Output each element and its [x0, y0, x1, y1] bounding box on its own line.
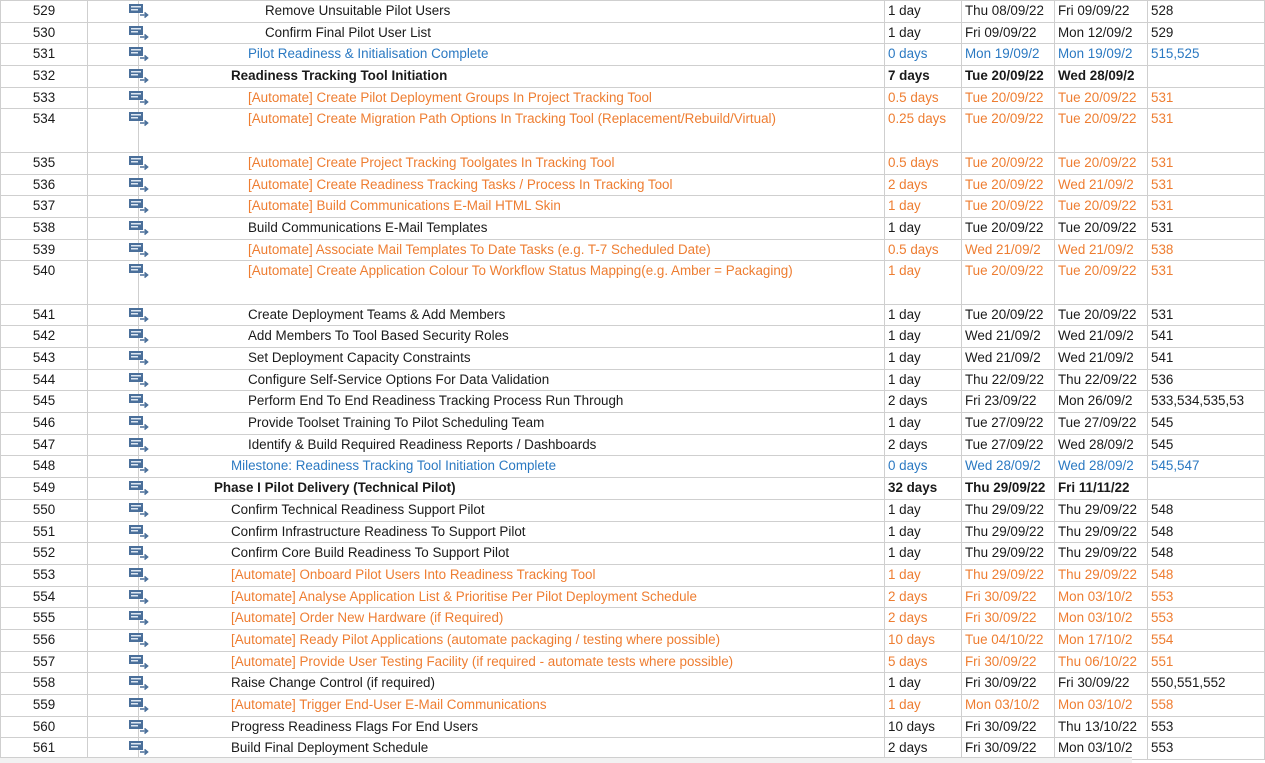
indicator-cell [88, 716, 139, 738]
start-date-cell[interactable]: Thu 29/09/22 [962, 543, 1055, 565]
table-row[interactable] [1, 586, 1265, 608]
task-name-cell[interactable]: [Automate] Provide User Testing Facility (if required - automate tests where possible) [139, 651, 885, 673]
task-name-cell[interactable]: Raise Change Control (if required) [139, 673, 885, 695]
start-date-cell[interactable]: Fri 30/09/22 [962, 608, 1055, 630]
indicator-cell [88, 456, 139, 478]
start-date-cell[interactable]: Tue 20/09/22 [962, 109, 1055, 152]
task-note-arrow-icon [129, 698, 151, 712]
task-name-cell[interactable]: [Automate] Associate Mail Templates To Date Tasks (e.g. T-7 Scheduled Date) [139, 239, 885, 261]
finish-date-cell[interactable]: Thu 06/10/22 [1055, 651, 1148, 673]
predecessors-cell[interactable]: 541 [1148, 348, 1265, 370]
duration-cell[interactable]: 0 days [885, 44, 962, 66]
finish-date-cell[interactable]: Tue 20/09/22 [1055, 261, 1148, 304]
duration-cell[interactable]: 0.5 days [885, 239, 962, 261]
indicator-cell [88, 586, 139, 608]
predecessors-cell[interactable]: 545 [1148, 413, 1265, 435]
duration-cell[interactable]: 1 day [885, 217, 962, 239]
task-note-arrow-icon [129, 243, 151, 257]
finish-date-cell[interactable]: Thu 29/09/22 [1055, 564, 1148, 586]
duration-cell[interactable]: 1 day [885, 196, 962, 218]
task-name-cell[interactable]: Create Deployment Teams & Add Members [139, 304, 885, 326]
finish-date-cell[interactable]: Mon 03/10/2 [1055, 738, 1148, 760]
duration-cell[interactable]: 1 day [885, 543, 962, 565]
table-row[interactable] [1, 629, 1265, 651]
table-row[interactable] [1, 456, 1265, 478]
duration-cell[interactable]: 2 days [885, 586, 962, 608]
finish-date-cell[interactable]: Tue 20/09/22 [1055, 152, 1148, 174]
task-name-cell[interactable]: [Automate] Create Pilot Deployment Groups In Project Tracking Tool [139, 87, 885, 109]
task-name-cell[interactable]: Milestone: Readiness Tracking Tool Initiation Complete [139, 456, 885, 478]
task-id-cell[interactable]: 530 [1, 22, 88, 44]
task-id-cell[interactable]: 544 [1, 369, 88, 391]
task-id-cell[interactable]: 533 [1, 87, 88, 109]
start-date-cell[interactable]: Fri 30/09/22 [962, 738, 1055, 760]
task-note-arrow-icon [129, 156, 151, 170]
task-note-arrow-icon [129, 178, 151, 192]
indicator-cell [88, 369, 139, 391]
task-note-arrow-icon [129, 221, 151, 235]
task-note-arrow-icon [129, 308, 151, 322]
task-id-cell[interactable]: 552 [1, 543, 88, 565]
task-note-arrow-icon [129, 568, 151, 582]
predecessors-cell[interactable] [1148, 478, 1265, 500]
table-row[interactable] [1, 44, 1265, 66]
finish-date-cell[interactable]: Fri 30/09/22 [1055, 673, 1148, 695]
task-name-cell[interactable]: [Automate] Analyse Application List & Prioritise Per Pilot Deployment Schedule [139, 586, 885, 608]
predecessors-cell[interactable]: 531 [1148, 87, 1265, 109]
indicator-cell [88, 261, 139, 304]
task-id-cell[interactable]: 554 [1, 586, 88, 608]
table-row[interactable] [1, 391, 1265, 413]
predecessors-cell[interactable]: 531 [1148, 304, 1265, 326]
table-row[interactable] [1, 22, 1265, 44]
task-name-cell[interactable]: Confirm Infrastructure Readiness To Support Pilot [139, 521, 885, 543]
task-id-cell[interactable]: 536 [1, 174, 88, 196]
task-id-cell[interactable]: 561 [1, 738, 88, 760]
task-id-cell[interactable]: 551 [1, 521, 88, 543]
table-row[interactable] [1, 543, 1265, 565]
predecessors-cell[interactable]: 545,547 [1148, 456, 1265, 478]
start-date-cell[interactable]: Tue 20/09/22 [962, 66, 1055, 88]
predecessors-cell[interactable]: 554 [1148, 629, 1265, 651]
finish-date-cell[interactable]: Wed 21/09/2 [1055, 174, 1148, 196]
task-name-cell[interactable]: [Automate] Trigger End-User E-Mail Communications [139, 695, 885, 717]
indicator-cell [88, 629, 139, 651]
duration-cell[interactable]: 5 days [885, 651, 962, 673]
task-id-cell[interactable]: 558 [1, 673, 88, 695]
predecessors-cell[interactable]: 533,534,535,53 [1148, 391, 1265, 413]
table-row[interactable] [1, 152, 1265, 174]
task-id-cell[interactable]: 531 [1, 44, 88, 66]
indicator-cell [88, 608, 139, 630]
predecessors-cell[interactable]: 558 [1148, 695, 1265, 717]
task-id-cell[interactable]: 556 [1, 629, 88, 651]
duration-cell[interactable]: 1 day [885, 304, 962, 326]
indicator-cell [88, 217, 139, 239]
table-row[interactable] [1, 87, 1265, 109]
start-date-cell[interactable]: Wed 21/09/2 [962, 348, 1055, 370]
task-name-cell[interactable]: Build Communications E-Mail Templates [139, 217, 885, 239]
duration-cell[interactable]: 2 days [885, 738, 962, 760]
task-id-cell[interactable]: 542 [1, 326, 88, 348]
start-date-cell[interactable]: Wed 28/09/2 [962, 456, 1055, 478]
next-row-edge [0, 757, 1132, 763]
finish-date-cell[interactable]: Wed 21/09/2 [1055, 348, 1148, 370]
indicator-cell [88, 564, 139, 586]
finish-date-cell[interactable]: Thu 29/09/22 [1055, 543, 1148, 565]
task-note-arrow-icon [129, 481, 151, 495]
indicator-cell [88, 152, 139, 174]
start-date-cell[interactable]: Fri 30/09/22 [962, 651, 1055, 673]
table-row[interactable] [1, 1, 1265, 23]
task-note-arrow-icon [129, 199, 151, 213]
duration-cell[interactable]: 0.25 days [885, 109, 962, 152]
finish-date-cell[interactable]: Thu 29/09/22 [1055, 499, 1148, 521]
task-note-arrow-icon [129, 351, 151, 365]
task-note-arrow-icon [129, 47, 151, 61]
table-row[interactable] [1, 478, 1265, 500]
indicator-cell [88, 87, 139, 109]
indicator-cell [88, 326, 139, 348]
duration-cell[interactable]: 1 day [885, 413, 962, 435]
finish-date-cell[interactable]: Tue 20/09/22 [1055, 109, 1148, 152]
task-note-arrow-icon [129, 91, 151, 105]
start-date-cell[interactable]: Tue 04/10/22 [962, 629, 1055, 651]
table-row[interactable] [1, 66, 1265, 88]
duration-cell[interactable]: 2 days [885, 391, 962, 413]
duration-cell[interactable]: 32 days [885, 478, 962, 500]
indicator-cell [88, 1, 139, 23]
start-date-cell[interactable]: Thu 29/09/22 [962, 564, 1055, 586]
start-date-cell[interactable]: Thu 29/09/22 [962, 478, 1055, 500]
duration-cell[interactable]: 1 day [885, 261, 962, 304]
table-row[interactable] [1, 695, 1265, 717]
task-id-cell[interactable]: 537 [1, 196, 88, 218]
duration-cell[interactable]: 2 days [885, 174, 962, 196]
task-name-cell[interactable]: [Automate] Ready Pilot Applications (automate packaging / testing where possible) [139, 629, 885, 651]
indicator-cell [88, 22, 139, 44]
task-note-arrow-icon [129, 503, 151, 517]
table-row[interactable] [1, 499, 1265, 521]
predecessors-cell[interactable]: 538 [1148, 239, 1265, 261]
task-name-cell[interactable]: Provide Toolset Training To Pilot Scheduling Team [139, 413, 885, 435]
predecessors-cell[interactable]: 545 [1148, 434, 1265, 456]
duration-cell[interactable]: 0.5 days [885, 87, 962, 109]
predecessors-cell[interactable]: 531 [1148, 261, 1265, 304]
task-name-cell[interactable]: Confirm Final Pilot User List [139, 22, 885, 44]
duration-cell[interactable]: 1 day [885, 369, 962, 391]
predecessors-cell[interactable]: 550,551,552 [1148, 673, 1265, 695]
task-id-cell[interactable]: 549 [1, 478, 88, 500]
start-date-cell[interactable]: Wed 21/09/2 [962, 326, 1055, 348]
predecessors-cell[interactable]: 551 [1148, 651, 1265, 673]
duration-cell[interactable]: 1 day [885, 326, 962, 348]
task-id-cell[interactable]: 555 [1, 608, 88, 630]
finish-date-cell[interactable]: Thu 22/09/22 [1055, 369, 1148, 391]
predecessors-cell[interactable]: 528 [1148, 1, 1265, 23]
predecessors-cell[interactable]: 536 [1148, 369, 1265, 391]
task-id-cell[interactable]: 545 [1, 391, 88, 413]
table-row[interactable] [1, 521, 1265, 543]
table-row[interactable] [1, 217, 1265, 239]
start-date-cell[interactable]: Thu 22/09/22 [962, 369, 1055, 391]
task-note-arrow-icon [129, 69, 151, 83]
task-note-arrow-icon [129, 4, 151, 18]
task-note-arrow-icon [129, 525, 151, 539]
finish-date-cell[interactable]: Mon 03/10/2 [1055, 608, 1148, 630]
duration-cell[interactable]: 1 day [885, 1, 962, 23]
task-note-arrow-icon [129, 590, 151, 604]
start-date-cell[interactable]: Tue 20/09/22 [962, 196, 1055, 218]
duration-cell[interactable]: 0 days [885, 456, 962, 478]
start-date-cell[interactable]: Tue 20/09/22 [962, 152, 1055, 174]
finish-date-cell[interactable]: Wed 21/09/2 [1055, 326, 1148, 348]
finish-date-cell[interactable]: Wed 21/09/2 [1055, 239, 1148, 261]
task-id-cell[interactable]: 546 [1, 413, 88, 435]
finish-date-cell[interactable]: Tue 20/09/22 [1055, 304, 1148, 326]
finish-date-cell[interactable]: Wed 28/09/2 [1055, 434, 1148, 456]
finish-date-cell[interactable]: Tue 20/09/22 [1055, 196, 1148, 218]
task-name-cell[interactable]: Phase I Pilot Delivery (Technical Pilot) [139, 478, 885, 500]
finish-date-cell[interactable]: Mon 17/10/2 [1055, 629, 1148, 651]
task-note-arrow-icon [129, 26, 151, 40]
task-note-arrow-icon [129, 373, 151, 387]
duration-cell[interactable]: 1 day [885, 521, 962, 543]
predecessors-cell[interactable]: 553 [1148, 738, 1265, 760]
indicator-cell [88, 44, 139, 66]
duration-cell[interactable]: 10 days [885, 629, 962, 651]
task-id-cell[interactable]: 543 [1, 348, 88, 370]
task-note-arrow-icon [129, 546, 151, 560]
start-date-cell[interactable]: Fri 09/09/22 [962, 22, 1055, 44]
predecessors-cell[interactable]: 553 [1148, 586, 1265, 608]
start-date-cell[interactable]: Thu 29/09/22 [962, 521, 1055, 543]
indicator-cell [88, 543, 139, 565]
task-name-cell[interactable]: Progress Readiness Flags For End Users [139, 716, 885, 738]
start-date-cell[interactable]: Thu 08/09/22 [962, 1, 1055, 23]
start-date-cell[interactable]: Tue 20/09/22 [962, 304, 1055, 326]
table-row[interactable] [1, 261, 1265, 304]
task-note-arrow-icon [129, 112, 151, 126]
task-id-cell[interactable]: 560 [1, 716, 88, 738]
table-row[interactable] [1, 413, 1265, 435]
duration-cell[interactable]: 1 day [885, 22, 962, 44]
indicator-cell [88, 695, 139, 717]
task-note-arrow-icon [129, 394, 151, 408]
finish-date-cell[interactable]: Tue 20/09/22 [1055, 87, 1148, 109]
indicator-cell [88, 109, 139, 152]
task-id-cell[interactable]: 534 [1, 109, 88, 152]
indicator-cell [88, 521, 139, 543]
task-name-cell[interactable]: [Automate] Order New Hardware (if Required) [139, 608, 885, 630]
predecessors-cell[interactable]: 548 [1148, 521, 1265, 543]
table-row[interactable] [1, 434, 1265, 456]
duration-cell[interactable]: 1 day [885, 499, 962, 521]
predecessors-cell[interactable]: 541 [1148, 326, 1265, 348]
duration-cell[interactable]: 1 day [885, 564, 962, 586]
table-row[interactable] [1, 608, 1265, 630]
finish-date-cell[interactable]: Mon 19/09/2 [1055, 44, 1148, 66]
task-id-cell[interactable]: 535 [1, 152, 88, 174]
task-name-cell[interactable]: [Automate] Create Migration Path Options In Tracking Tool (Replacement/Rebuild/Virtual) [139, 109, 885, 152]
task-id-cell[interactable]: 553 [1, 564, 88, 586]
duration-cell[interactable]: 1 day [885, 348, 962, 370]
finish-date-cell[interactable]: Wed 28/09/2 [1055, 66, 1148, 88]
table-row[interactable] [1, 239, 1265, 261]
indicator-cell [88, 391, 139, 413]
task-name-cell[interactable]: Build Final Deployment Schedule [139, 738, 885, 760]
task-id-cell[interactable]: 539 [1, 239, 88, 261]
task-id-cell[interactable]: 541 [1, 304, 88, 326]
table-row[interactable] [1, 326, 1265, 348]
table-row[interactable] [1, 304, 1265, 326]
duration-cell[interactable]: 2 days [885, 434, 962, 456]
finish-date-cell[interactable]: Mon 03/10/2 [1055, 586, 1148, 608]
duration-cell[interactable]: 0.5 days [885, 152, 962, 174]
predecessors-cell[interactable]: 548 [1148, 499, 1265, 521]
duration-cell[interactable]: 2 days [885, 608, 962, 630]
task-note-arrow-icon [129, 438, 151, 452]
task-note-arrow-icon [129, 720, 151, 734]
table-row[interactable] [1, 673, 1265, 695]
start-date-cell[interactable]: Tue 27/09/22 [962, 434, 1055, 456]
task-name-cell[interactable]: [Automate] Build Communications E-Mail HTML Skin [139, 196, 885, 218]
task-name-cell[interactable]: [Automate] Create Readiness Tracking Tasks / Process In Tracking Tool [139, 174, 885, 196]
start-date-cell[interactable]: Thu 29/09/22 [962, 499, 1055, 521]
task-name-cell[interactable]: Perform End To End Readiness Tracking Process Run Through [139, 391, 885, 413]
indicator-cell [88, 434, 139, 456]
predecessors-cell[interactable]: 531 [1148, 152, 1265, 174]
task-name-cell[interactable]: Set Deployment Capacity Constraints [139, 348, 885, 370]
start-date-cell[interactable]: Tue 20/09/22 [962, 217, 1055, 239]
task-note-arrow-icon [129, 264, 151, 278]
finish-date-cell[interactable]: Fri 11/11/22 [1055, 478, 1148, 500]
start-date-cell[interactable]: Fri 30/09/22 [962, 673, 1055, 695]
finish-date-cell[interactable]: Mon 12/09/2 [1055, 22, 1148, 44]
start-date-cell[interactable]: Tue 20/09/22 [962, 261, 1055, 304]
start-date-cell[interactable]: Wed 21/09/2 [962, 239, 1055, 261]
table-row[interactable] [1, 564, 1265, 586]
task-id-cell[interactable]: 548 [1, 456, 88, 478]
task-note-arrow-icon [129, 633, 151, 647]
table-row[interactable] [1, 196, 1265, 218]
task-note-arrow-icon [129, 416, 151, 430]
start-date-cell[interactable]: Fri 30/09/22 [962, 716, 1055, 738]
predecessors-cell[interactable]: 548 [1148, 543, 1265, 565]
duration-cell[interactable]: 1 day [885, 673, 962, 695]
task-note-arrow-icon [129, 611, 151, 625]
start-date-cell[interactable]: Fri 30/09/22 [962, 586, 1055, 608]
table-row[interactable] [1, 109, 1265, 152]
predecessors-cell[interactable]: 531 [1148, 174, 1265, 196]
indicator-cell [88, 196, 139, 218]
indicator-cell [88, 478, 139, 500]
table-row[interactable] [1, 651, 1265, 673]
task-id-cell[interactable]: 538 [1, 217, 88, 239]
task-id-cell[interactable]: 559 [1, 695, 88, 717]
task-note-arrow-icon [129, 329, 151, 343]
task-id-cell[interactable]: 529 [1, 1, 88, 23]
predecessors-cell[interactable] [1148, 66, 1265, 88]
finish-date-cell[interactable]: Mon 03/10/2 [1055, 695, 1148, 717]
predecessors-cell[interactable]: 529 [1148, 22, 1265, 44]
finish-date-cell[interactable]: Thu 29/09/22 [1055, 521, 1148, 543]
task-note-arrow-icon [129, 459, 151, 473]
task-name-cell[interactable]: Remove Unsuitable Pilot Users [139, 1, 885, 23]
duration-cell[interactable]: 10 days [885, 716, 962, 738]
task-id-cell[interactable]: 557 [1, 651, 88, 673]
task-name-cell[interactable]: [Automate] Onboard Pilot Users Into Readiness Tracking Tool [139, 564, 885, 586]
finish-date-cell[interactable]: Tue 27/09/22 [1055, 413, 1148, 435]
predecessors-cell[interactable]: 531 [1148, 196, 1265, 218]
indicator-cell [88, 304, 139, 326]
predecessors-cell[interactable]: 531 [1148, 109, 1265, 152]
indicator-cell [88, 499, 139, 521]
task-id-cell[interactable]: 532 [1, 66, 88, 88]
task-id-cell[interactable]: 547 [1, 434, 88, 456]
duration-cell[interactable]: 7 days [885, 66, 962, 88]
indicator-cell [88, 651, 139, 673]
task-name-cell[interactable]: [Automate] Create Project Tracking Toolgates In Tracking Tool [139, 152, 885, 174]
indicator-cell [88, 239, 139, 261]
task-name-cell[interactable]: [Automate] Create Application Colour To Workflow Status Mapping(e.g. Amber = Packaging) [139, 261, 885, 304]
predecessors-cell[interactable]: 515,525 [1148, 44, 1265, 66]
indicator-cell [88, 66, 139, 88]
task-name-cell[interactable]: Add Members To Tool Based Security Roles [139, 326, 885, 348]
indicator-cell [88, 673, 139, 695]
finish-date-cell[interactable]: Tue 20/09/22 [1055, 217, 1148, 239]
start-date-cell[interactable]: Fri 23/09/22 [962, 391, 1055, 413]
duration-cell[interactable]: 1 day [885, 695, 962, 717]
table-row[interactable] [1, 716, 1265, 738]
start-date-cell[interactable]: Mon 19/09/2 [962, 44, 1055, 66]
task-name-cell[interactable]: Pilot Readiness & Initialisation Complete [139, 44, 885, 66]
finish-date-cell[interactable]: Mon 26/09/2 [1055, 391, 1148, 413]
predecessors-cell[interactable]: 553 [1148, 716, 1265, 738]
task-note-arrow-icon [129, 741, 151, 755]
task-name-cell[interactable]: Confirm Technical Readiness Support Pilot [139, 499, 885, 521]
predecessors-cell[interactable]: 531 [1148, 217, 1265, 239]
start-date-cell[interactable]: Tue 20/09/22 [962, 174, 1055, 196]
task-id-cell[interactable]: 550 [1, 499, 88, 521]
start-date-cell[interactable]: Tue 20/09/22 [962, 87, 1055, 109]
table-row[interactable] [1, 174, 1265, 196]
indicator-cell [88, 174, 139, 196]
task-name-cell[interactable]: Readiness Tracking Tool Initiation [139, 66, 885, 88]
task-name-cell[interactable]: Configure Self-Service Options For Data Validation [139, 369, 885, 391]
task-id-cell[interactable]: 540 [1, 261, 88, 304]
predecessors-cell[interactable]: 553 [1148, 608, 1265, 630]
finish-date-cell[interactable]: Wed 28/09/2 [1055, 456, 1148, 478]
predecessors-cell[interactable]: 548 [1148, 564, 1265, 586]
indicator-cell [88, 348, 139, 370]
task-name-cell[interactable]: Identify & Build Required Readiness Reports / Dashboards [139, 434, 885, 456]
table-row[interactable] [1, 348, 1265, 370]
finish-date-cell[interactable]: Fri 09/09/22 [1055, 1, 1148, 23]
task-note-arrow-icon [129, 655, 151, 669]
task-note-arrow-icon [129, 676, 151, 690]
indicator-cell [88, 413, 139, 435]
finish-date-cell[interactable]: Thu 13/10/22 [1055, 716, 1148, 738]
start-date-cell[interactable]: Mon 03/10/2 [962, 695, 1055, 717]
start-date-cell[interactable]: Tue 27/09/22 [962, 413, 1055, 435]
task-table-body [1, 1, 1265, 760]
table-row[interactable] [1, 369, 1265, 391]
task-name-cell[interactable]: Confirm Core Build Readiness To Support Pilot [139, 543, 885, 565]
